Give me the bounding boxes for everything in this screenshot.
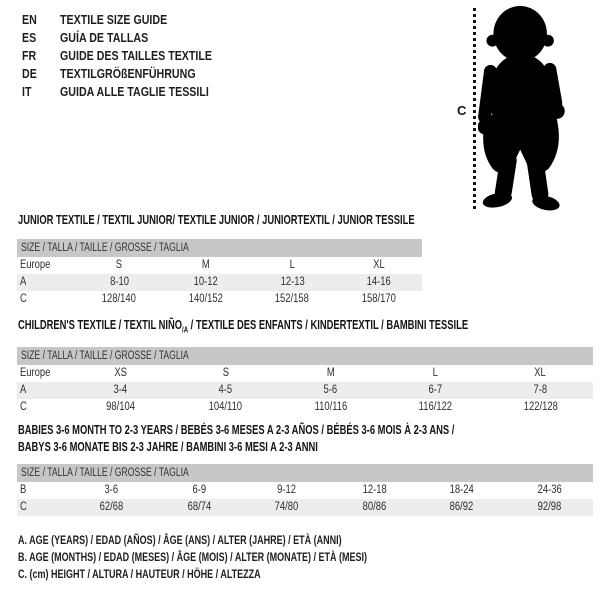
row-label: C — [20, 401, 27, 413]
legend-notes — [18, 532, 483, 583]
size-value-cell: 10-12 — [193, 276, 218, 288]
size-value-cell: 3-6 — [104, 484, 119, 496]
size-header-bar: SIZE / TALLA / TAILLE / GRÖSSE / TAGLIA — [17, 347, 593, 365]
row-label: A — [20, 276, 27, 288]
language-list — [22, 11, 362, 101]
size-value-cell: 24-36 — [537, 484, 562, 496]
height-label-c: C — [457, 103, 467, 118]
baby-arm-right — [550, 69, 556, 103]
size-value-cell: 104/110 — [208, 401, 243, 413]
size-value-cell: S — [116, 259, 123, 271]
size-value-cell: 3-4 — [113, 384, 128, 396]
size-value-cell: 6-7 — [428, 384, 443, 396]
size-value-cell: XS — [114, 367, 127, 379]
height-dotted-line — [473, 8, 476, 212]
language-code: ES — [22, 30, 37, 45]
row-label: B — [20, 484, 27, 496]
row-label: C — [20, 293, 27, 305]
size-value-cell: XL — [372, 259, 385, 271]
language-row — [22, 29, 362, 47]
size-value-cell: 9-12 — [277, 484, 297, 496]
language-title: TEXTILGRÖßENFÜHRUNG — [60, 66, 196, 81]
size-value-cell: L — [289, 259, 295, 271]
size-value-cell: 92/98 — [537, 501, 562, 513]
size-value-cell: 152/158 — [275, 293, 310, 305]
size-header-bar: SIZE / TALLA / TAILLE / GRÖSSE / TAGLIA — [17, 464, 593, 482]
size-value-cell: 8-10 — [109, 276, 129, 288]
size-value-cell: 128/140 — [102, 293, 137, 305]
table-row — [17, 257, 422, 274]
size-value-cell: M — [326, 367, 335, 379]
baby-arm-left — [485, 71, 491, 117]
table-row — [17, 499, 593, 516]
table-row — [17, 365, 593, 382]
size-value-cell: 7-8 — [533, 384, 548, 396]
language-code: FR — [22, 48, 37, 63]
language-row — [22, 65, 362, 83]
baby-ear-right — [542, 35, 554, 47]
table-row — [17, 382, 593, 399]
children-table-rows — [17, 365, 593, 416]
junior-size-table — [17, 239, 422, 308]
language-code: EN — [22, 12, 37, 27]
size-value-cell: 68/74 — [187, 501, 212, 513]
size-value-cell: 122/128 — [523, 401, 558, 413]
language-code: DE — [22, 66, 37, 81]
note-height-cm: C. (cm) HEIGHT / ALTURA / HAUTEUR / HÖHE / ALTEZZA — [18, 567, 261, 581]
size-value-cell: 62/68 — [99, 501, 124, 513]
table-row — [17, 291, 422, 308]
size-value-cell: 116/122 — [418, 401, 453, 413]
baby-ear-left — [486, 35, 498, 47]
size-value-cell: XL — [534, 367, 547, 379]
table-row — [17, 482, 593, 499]
language-title: GUÍA DE TALLAS — [60, 30, 149, 45]
size-value-cell: 4-5 — [218, 384, 233, 396]
language-code: IT — [22, 84, 32, 99]
note-age-years: A. AGE (YEARS) / EDAD (AÑOS) / ÂGE (ANS) / ALTER (JAHRE) / ETÀ (ANNI) — [18, 533, 342, 547]
babies-table-rows — [17, 482, 593, 516]
baby-leg-left — [503, 160, 508, 192]
size-value-cell: S — [222, 367, 229, 379]
size-value-cell: 110/116 — [314, 401, 347, 413]
language-row — [22, 47, 362, 65]
size-value-cell: 14-16 — [366, 276, 391, 288]
note-age-months: B. AGE (MONTHS) / EDAD (MESES) / ÂGE (MOIS) / ALTER (MONATE) / ETÀ (MESI) — [18, 550, 367, 564]
size-value-cell: 5-6 — [323, 384, 338, 396]
baby-shorts — [483, 115, 559, 173]
children-size-table — [17, 347, 593, 416]
children-section-title: CHILDREN'S TEXTILE / TEXTIL $NIÑO_{/A}$ / TEXTILE DES ENFANTS / KINDERTEXTIL / BAMBINI TESSILE — [18, 318, 469, 335]
size-value-cell: 98/104 — [106, 401, 135, 413]
size-value-cell: 80/86 — [362, 501, 387, 513]
size-value-cell: 6-9 — [192, 484, 207, 496]
size-value-cell: 18-24 — [449, 484, 474, 496]
size-header-bar: SIZE / TALLA / TAILLE / GRÖSSE / TAGLIA — [17, 239, 422, 257]
babies-section-title: BABIES 3-6 MONTH TO 2-3 YEARS / BEBÉS 3-6 MESES A 2-3 AÑOS / BÉBÉS 3-6 MOIS À 2-3 ANS / BABYS 3-6 MONATE BIS 2-3 JAHRE / BAMBINI 3-6 MESI A 2-3 ANNI — [18, 423, 455, 454]
size-value-cell: 12-13 — [280, 276, 305, 288]
baby-head — [493, 6, 546, 61]
baby-silhouette-image — [478, 4, 598, 212]
junior-table-rows — [17, 257, 422, 308]
size-value-cell: M — [201, 259, 210, 271]
language-row — [22, 83, 362, 101]
language-title: TEXTILE SIZE GUIDE — [60, 12, 168, 27]
language-row — [22, 11, 362, 29]
table-row — [17, 399, 593, 416]
nino-a-subscript: /A — [182, 325, 189, 335]
language-title: GUIDA ALLE TAGLIE TESSILI — [60, 84, 209, 99]
junior-section-title: JUNIOR TEXTILE / TEXTIL JUNIOR/ TEXTILE JUNIOR / JUNIORTEXTIL / JUNIOR TESSILE — [18, 213, 415, 227]
row-label: Europe — [20, 259, 51, 271]
row-label: A — [20, 384, 27, 396]
row-label: C — [20, 501, 27, 513]
babies-size-table — [17, 464, 593, 516]
table-row — [17, 274, 422, 291]
baby-leg-right — [535, 160, 540, 194]
size-value-cell: 12-18 — [362, 484, 387, 496]
size-value-cell: 140/152 — [188, 293, 223, 305]
language-title: GUIDE DES TAILLES TEXTILE — [60, 48, 213, 63]
row-label: Europe — [20, 367, 51, 379]
size-value-cell: L — [432, 367, 439, 379]
size-value-cell: 74/80 — [274, 501, 299, 513]
size-value-cell: 86/92 — [449, 501, 474, 513]
size-value-cell: 158/170 — [361, 293, 396, 305]
